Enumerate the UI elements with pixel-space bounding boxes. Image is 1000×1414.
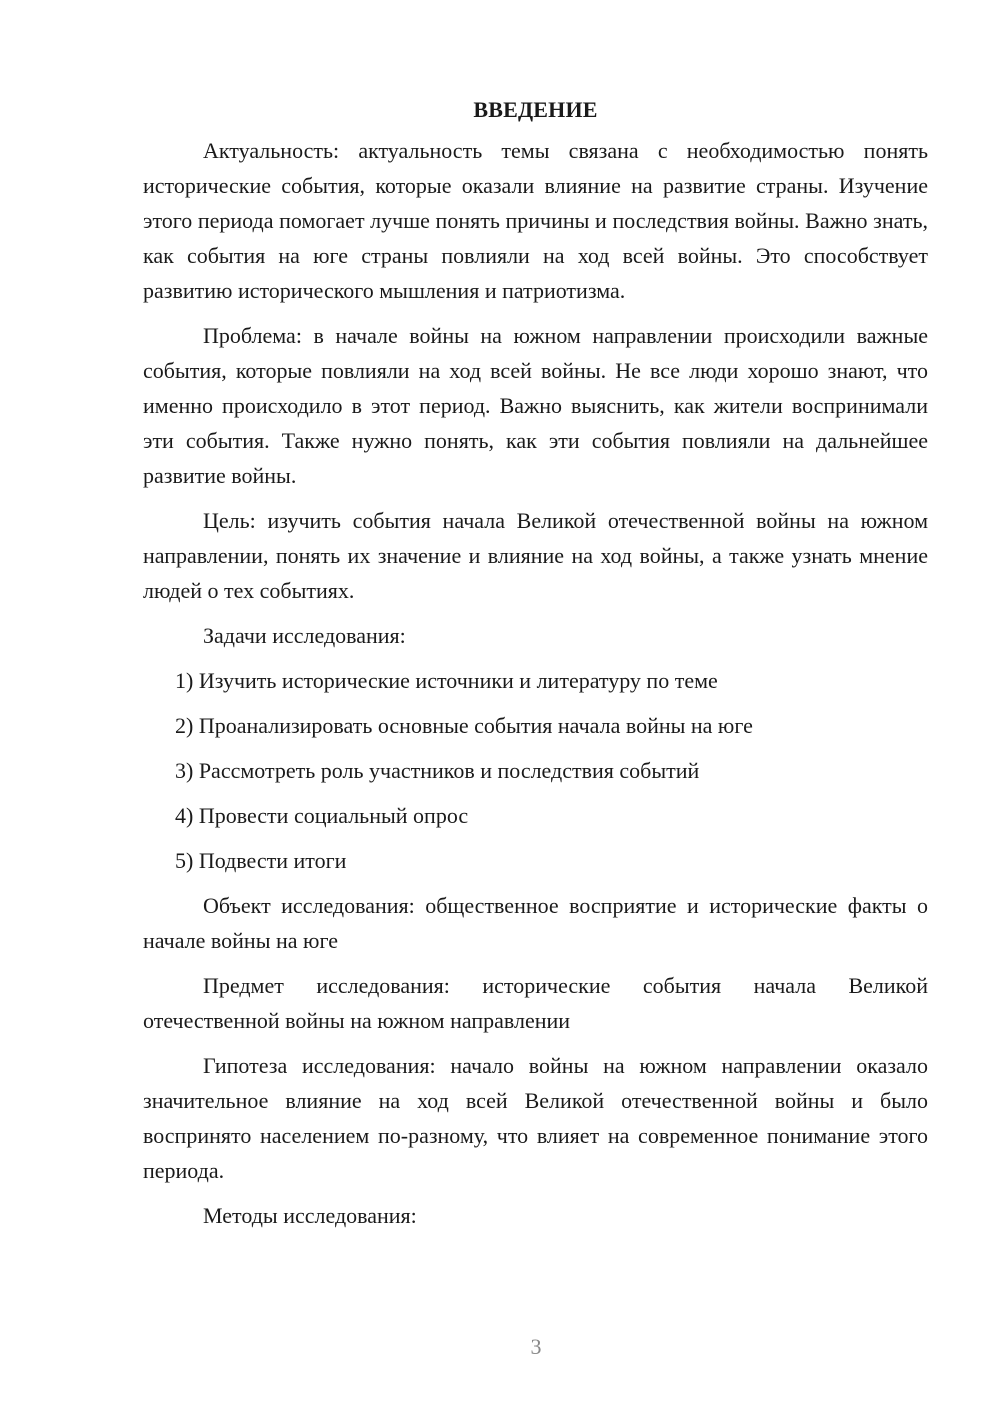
problem-paragraph: Проблема: в начале войны на южном направлении происходили важные события, которые повлияли на ход всей войны. Не все люди хорошо знают, что именно происходило в этот период. Важно выяснить, как жители воспринимали эти события. Также нужно понять, как эти события повлияли на дальнейшее развитие войны. xyxy=(143,323,928,488)
subject-paragraph: Предмет исследования: исторические события начала Великой отечественной войны на южном направлении xyxy=(143,973,928,1033)
goal-paragraph: Цель: изучить события начала Великой отечественной войны на южном направлении, понять их значение и влияние на ход войны, а также узнать мнение людей о тех событиях. xyxy=(143,508,928,603)
task-item-4: 4) Провести социальный опрос xyxy=(175,803,469,828)
task-item-2: 2) Проанализировать основные события начала войны на юге xyxy=(175,713,753,738)
page-title: ВВЕДЕНИЕ xyxy=(473,97,598,122)
hypothesis-paragraph: Гипотеза исследования: начало войны на южном направлении оказало значительное влияние на ход всей Великой отечественной войны и было воспринято населением по-разному, что влияет на современное понимание этого периода. xyxy=(143,1053,928,1183)
methods-label: Методы исследования: xyxy=(203,1203,417,1228)
page-number: 3 xyxy=(530,1334,542,1359)
object-paragraph: Объект исследования: общественное восприятие и исторические факты о начале войны на юге xyxy=(143,893,928,953)
tasks-list xyxy=(143,663,928,878)
tasks-label: Задачи исследования: xyxy=(203,623,406,648)
document-page xyxy=(143,95,928,1243)
task-item-5: 5) Подвести итоги xyxy=(175,848,347,873)
task-item-1: 1) Изучить исторические источники и литературу по теме xyxy=(175,668,718,693)
task-item-3: 3) Рассмотреть роль участников и последствия событий xyxy=(175,758,700,783)
relevance-paragraph: Актуальность: актуальность темы связана с необходимостью понять исторические события, которые оказали влияние на развитие страны. Изучение этого периода помогает лучше понять причины и последствия войны. Важно знать, как события на юге страны повлияли на ход всей войны. Это способствует развитию исторического мышления и патриотизма. xyxy=(143,138,928,303)
